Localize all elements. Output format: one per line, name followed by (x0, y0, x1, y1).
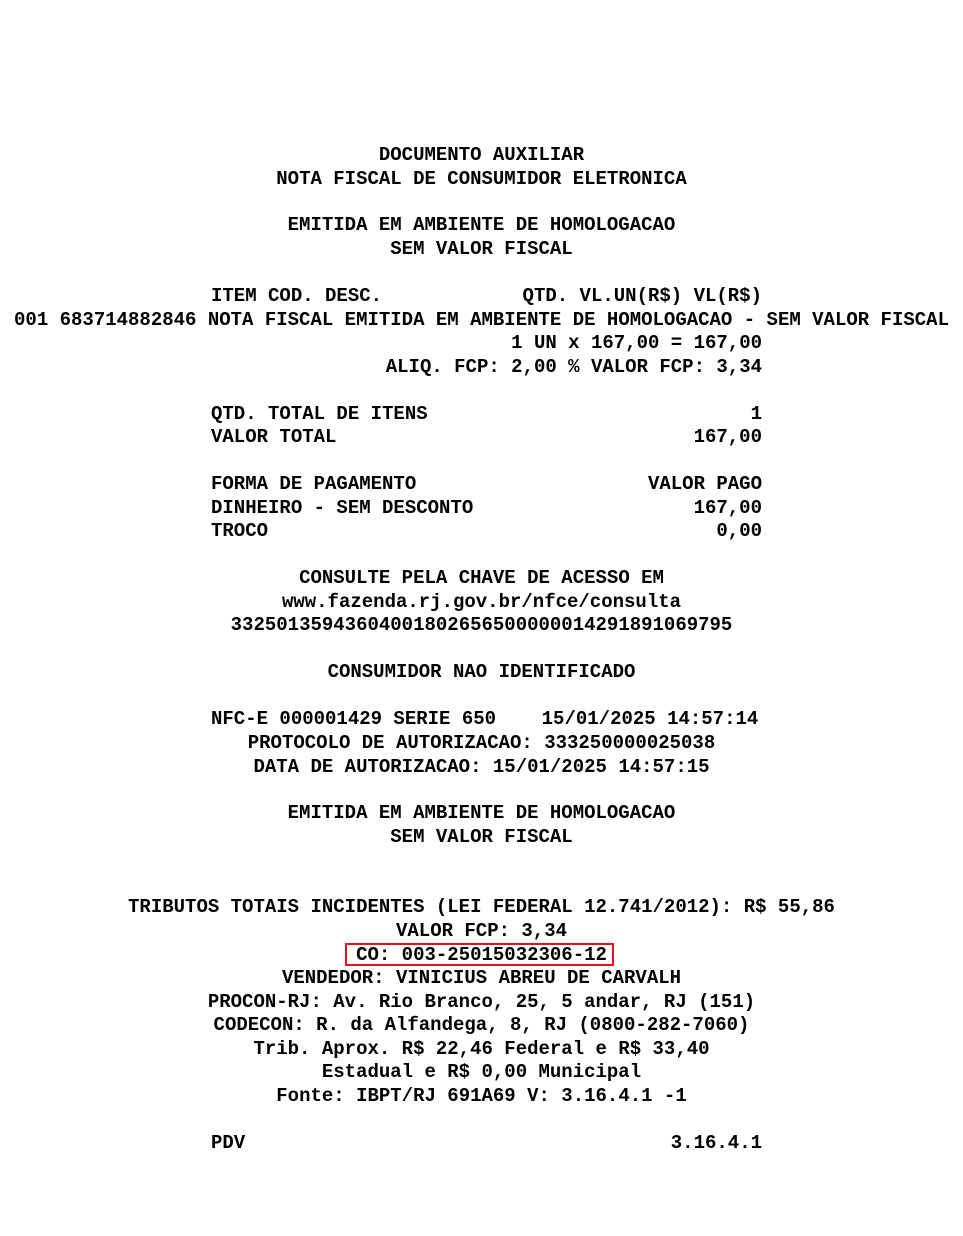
change-value: 0,00 (716, 520, 762, 542)
procon-line: PROCON-RJ: Av. Rio Branco, 25, 5 andar, RJ (151) (207, 991, 756, 1013)
no-fiscal-value-notice-bottom: SEM VALOR FISCAL (390, 826, 573, 848)
item-fcp: ALIQ. FCP: 2,00 % VALOR FCP: 3,34 (385, 356, 762, 378)
total-value-label: VALOR TOTAL (211, 426, 337, 448)
fcp-value-line: VALOR FCP: 3,34 (395, 920, 568, 942)
pdv-version: 3.16.4.1 (670, 1132, 762, 1154)
consult-heading: CONSULTE PELA CHAVE DE ACESSO EM (299, 567, 664, 589)
environment-notice-bottom: EMITIDA EM AMBIENTE DE HOMOLOGACAO (287, 802, 676, 824)
tax-source-line: Fonte: IBPT/RJ 691A69 V: 3.16.4.1 -1 (276, 1085, 687, 1107)
no-fiscal-value-notice-top: SEM VALOR FISCAL (390, 238, 573, 260)
total-items-value: 1 (750, 403, 762, 425)
access-key: 33250135943604001802656500000014291891069795 (230, 614, 733, 636)
total-taxes-line: TRIBUTOS TOTAIS INCIDENTES (LEI FEDERAL 12.741/2012): R$ 55,86 (128, 896, 835, 918)
document-title: DOCUMENTO AUXILIAR (378, 144, 585, 166)
payment-method-label: DINHEIRO - SEM DESCONTO (211, 497, 474, 519)
payment-method-value: 167,00 (693, 497, 762, 519)
co-line: CO: 003-25015032306-12 (356, 944, 607, 966)
total-value: 167,00 (693, 426, 762, 448)
total-items-label: QTD. TOTAL DE ITENS (211, 403, 428, 425)
environment-notice-top: EMITIDA EM AMBIENTE DE HOMOLOGACAO (287, 214, 676, 236)
pdv-label: PDV (211, 1132, 246, 1154)
tax-approx-line-2: Estadual e R$ 0,00 Municipal (321, 1061, 642, 1083)
items-header-left: ITEM COD. DESC. (211, 285, 383, 307)
item-calc: 1 UN x 167,00 = 167,00 (511, 332, 762, 354)
document-subtitle: NOTA FISCAL DE CONSUMIDOR ELETRONICA (276, 168, 687, 190)
consult-url: www.fazenda.rj.gov.br/nfce/consulta (281, 591, 682, 613)
payment-header-right: VALOR PAGO (647, 473, 762, 495)
tax-approx-line-1: Trib. Aprox. R$ 22,46 Federal e R$ 33,40 (253, 1038, 710, 1060)
consumer-status: CONSUMIDOR NAO IDENTIFICADO (327, 661, 636, 683)
item-line: 001 683714882846 NOTA FISCAL EMITIDA EM AMBIENTE DE HOMOLOGACAO - SEM VALOR FISCAL (14, 309, 949, 331)
codecon-line: CODECON: R. da Alfandega, 8, RJ (0800-282-7060) (213, 1014, 750, 1036)
change-label: TROCO (211, 520, 269, 542)
seller-line: VENDEDOR: VINICIUS ABREU DE CARVALH (281, 967, 682, 989)
authorization-protocol: PROTOCOLO DE AUTORIZACAO: 333250000025038 (247, 732, 716, 754)
payment-header-left: FORMA DE PAGAMENTO (211, 473, 417, 495)
nfce-number-line: NFC-E 000001429 SERIE 650 15/01/2025 14:57:14 (211, 708, 759, 730)
co-highlight-box (345, 943, 614, 966)
items-header-right: QTD. VL.UN(R$) VL(R$) (522, 285, 762, 307)
authorization-date: DATA DE AUTORIZACAO: 15/01/2025 14:57:15 (253, 756, 710, 778)
